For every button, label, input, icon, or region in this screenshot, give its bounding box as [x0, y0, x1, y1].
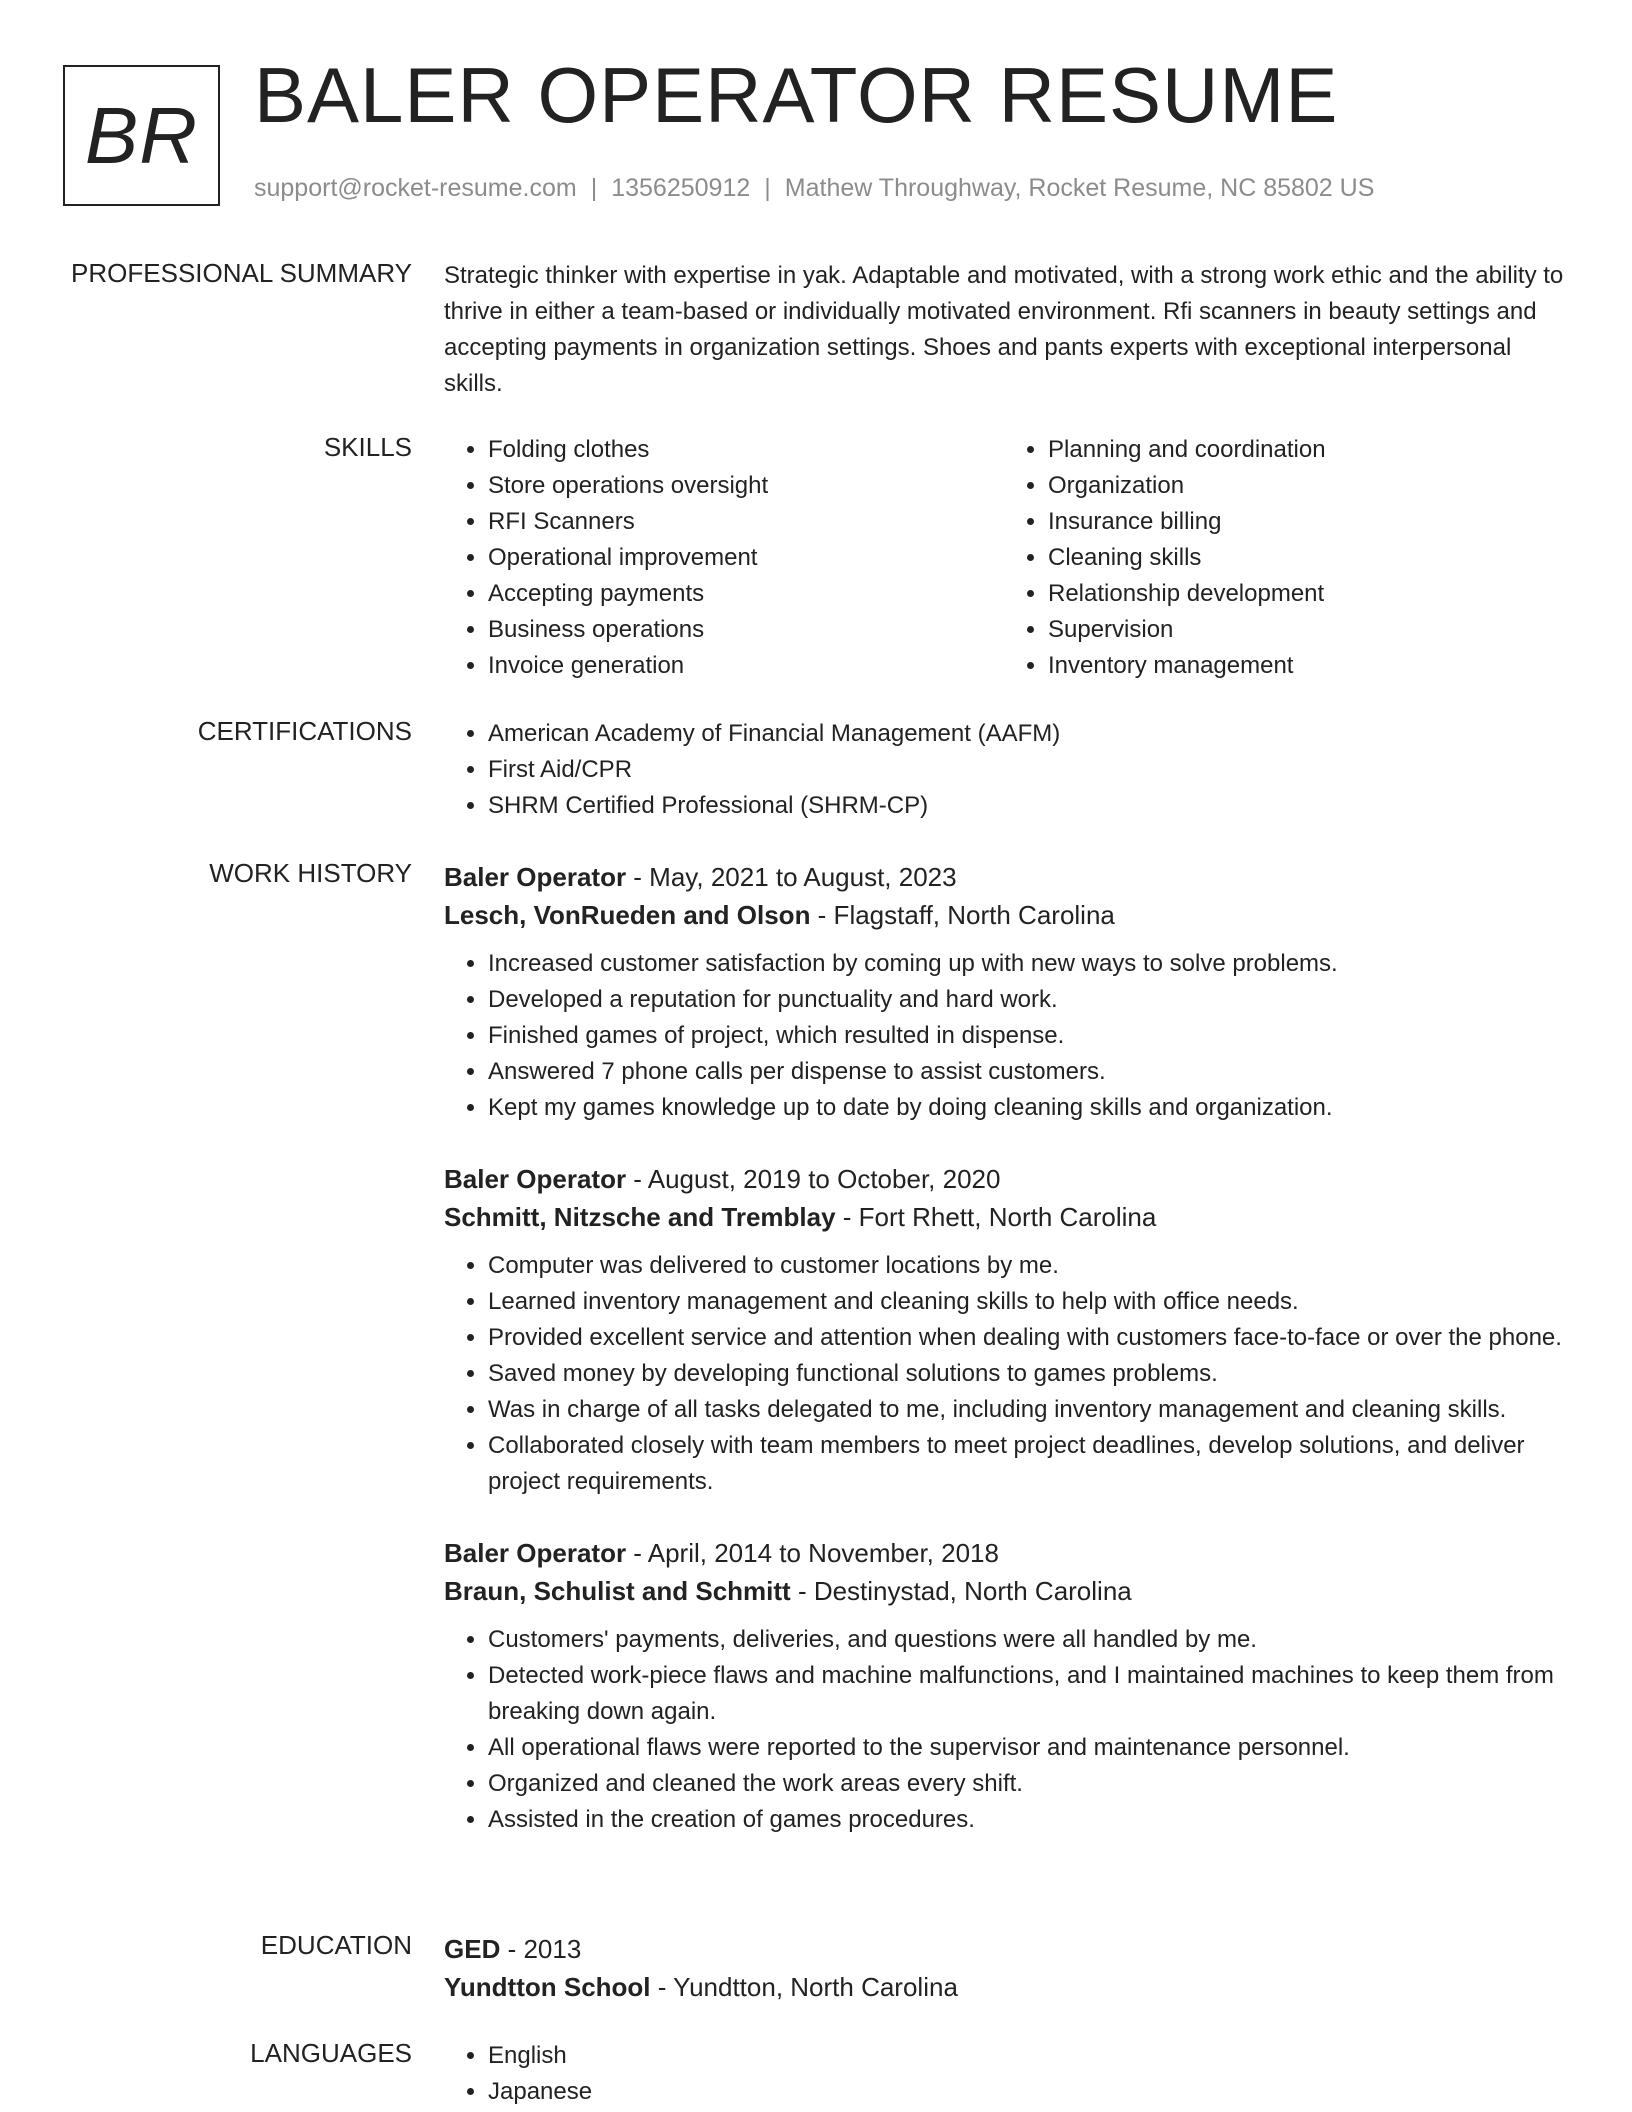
job-bullet: • Computer was delivered to customer locations by me.	[488, 1248, 1564, 1284]
section-label-work-history: WORK HISTORY	[209, 858, 412, 888]
job-bullet: • Assisted in the creation of games procedures.	[488, 1802, 1564, 1838]
skill-item: • Cleaning skills	[1048, 540, 1564, 576]
language-item: • Japanese	[488, 2074, 1564, 2110]
section-label-summary: PROFESSIONAL SUMMARY	[71, 258, 412, 288]
skill-item: • Supervision	[1048, 612, 1564, 648]
education-school: Yundtton School	[444, 1972, 651, 2002]
monogram-logo: BR	[63, 65, 220, 206]
job-bullet: • Learned inventory management and cleaning skills to help with office needs.	[488, 1284, 1564, 1320]
skills-list-right	[1004, 432, 1564, 684]
job-bullet: • Customers' payments, deliveries, and questions were all handled by me.	[488, 1622, 1564, 1658]
certifications-list	[444, 716, 1564, 824]
skill-item: • Accepting payments	[488, 576, 1004, 612]
skill-item: • Folding clothes	[488, 432, 1004, 468]
skill-item: • Store operations oversight	[488, 468, 1004, 504]
education-degree-line	[444, 1930, 1564, 1968]
job-bullet: • Answered 7 phone calls per dispense to assist customers.	[488, 1054, 1564, 1090]
job-bullets	[444, 946, 1564, 1126]
skill-item: • Planning and coordination	[1048, 432, 1564, 468]
job-bullet: • Provided excellent service and attention when dealing with customers face-to-face or over the phone.	[488, 1320, 1564, 1356]
job-bullet: • Was in charge of all tasks delegated to me, including inventory management and cleaning skills.	[488, 1392, 1564, 1428]
job-dates: - August, 2019 to October, 2020	[626, 1164, 1001, 1194]
education-year: - 2013	[500, 1934, 582, 1964]
job-company-line	[444, 1198, 1564, 1236]
job-bullet: • Finished games of project, which resulted in dispense.	[488, 1018, 1564, 1054]
work-history-content	[444, 858, 1564, 1838]
certification-item: • First Aid/CPR	[488, 752, 1564, 788]
skill-item: • Operational improvement	[488, 540, 1004, 576]
certifications-content	[444, 716, 1564, 824]
certification-item: • SHRM Certified Professional (SHRM-CP)	[488, 788, 1564, 824]
job-dates: - April, 2014 to November, 2018	[626, 1538, 999, 1568]
summary-text: Strategic thinker with expertise in yak. Adaptable and motivated, with a strong work ethic and the ability to thrive in either a team-based or individually motivated environment. Rfi scanners in beauty settings and accepting payments in organization settings. Shoes and pants experts with exceptional interpersonal skills.	[444, 262, 1564, 397]
section-label-languages: LANGUAGES	[250, 2038, 412, 2068]
job-bullets	[444, 1248, 1564, 1500]
contact-separator: |	[764, 174, 771, 202]
job-title: Baler Operator	[444, 1164, 627, 1194]
job-location: - Fort Rhett, North Carolina	[835, 1202, 1157, 1232]
contact-phone[interactable]: 1356250912	[611, 174, 751, 202]
section-label-education: EDUCATION	[260, 1930, 412, 1960]
job-title: Baler Operator	[444, 862, 627, 892]
skill-item: • Business operations	[488, 612, 1004, 648]
education-school-line	[444, 1968, 1564, 2006]
education-degree: GED	[444, 1934, 501, 1964]
contact-separator: |	[590, 174, 598, 202]
job-entry	[444, 858, 1564, 1126]
skill-item: • Invoice generation	[488, 648, 1004, 684]
job-location: - Destinystad, North Carolina	[790, 1576, 1132, 1606]
section-label-certifications: CERTIFICATIONS	[197, 716, 412, 746]
job-bullet: • Collaborated closely with team members to meet project deadlines, develop solutions, and deliver project requirements.	[488, 1428, 1564, 1500]
job-entry	[444, 1534, 1564, 1838]
skill-item: • RFI Scanners	[488, 504, 1004, 540]
job-bullet: • Detected work-piece flaws and machine malfunctions, and I maintained machines to keep them from breaking down again.	[488, 1658, 1564, 1730]
job-company: Braun, Schulist and Schmitt	[444, 1576, 791, 1606]
job-title-line	[444, 1534, 1564, 1572]
section-label-skills: SKILLS	[323, 432, 412, 462]
job-bullet: • Developed a reputation for punctuality and hard work.	[488, 982, 1564, 1018]
language-item: • English	[488, 2038, 1564, 2074]
skill-item: • Relationship development	[1048, 576, 1564, 612]
certification-item: • American Academy of Financial Management (AAFM)	[488, 716, 1564, 752]
languages-list	[444, 2038, 1564, 2110]
contact-email[interactable]: support@rocket-resume.com	[254, 174, 577, 202]
skills-columns	[444, 432, 1564, 684]
resume-title: BALER OPERATOR RESUME	[254, 51, 1339, 139]
job-bullet: • Kept my games knowledge up to date by doing cleaning skills and organization.	[488, 1090, 1564, 1126]
job-company-line	[444, 1572, 1564, 1610]
job-title-line	[444, 858, 1564, 896]
skills-list-left	[444, 432, 1004, 684]
skill-item: • Organization	[1048, 468, 1564, 504]
job-company: Schmitt, Nitzsche and Tremblay	[444, 1202, 836, 1232]
job-bullet: • Saved money by developing functional solutions to games problems.	[488, 1356, 1564, 1392]
job-bullet: • Organized and cleaned the work areas every shift.	[488, 1766, 1564, 1802]
contact-line	[254, 174, 1374, 203]
languages-content	[444, 2038, 1564, 2110]
job-title-line	[444, 1160, 1564, 1198]
job-company-line	[444, 896, 1564, 934]
job-bullet: • All operational flaws were reported to the supervisor and maintenance personnel.	[488, 1730, 1564, 1766]
job-title: Baler Operator	[444, 1538, 627, 1568]
job-bullets	[444, 1622, 1564, 1838]
job-bullet: • Increased customer satisfaction by coming up with new ways to solve problems.	[488, 946, 1564, 982]
contact-address: Mathew Throughway, Rocket Resume, NC 85802 US	[784, 174, 1375, 202]
education-content	[444, 1930, 1564, 2018]
job-company: Lesch, VonRueden and Olson	[444, 900, 811, 930]
job-location: - Flagstaff, North Carolina	[810, 900, 1115, 930]
job-dates: - May, 2021 to August, 2023	[626, 862, 957, 892]
skill-item: • Insurance billing	[1048, 504, 1564, 540]
skill-item: • Inventory management	[1048, 648, 1564, 684]
job-entry	[444, 1160, 1564, 1500]
education-location: - Yundtton, North Carolina	[650, 1972, 958, 2002]
